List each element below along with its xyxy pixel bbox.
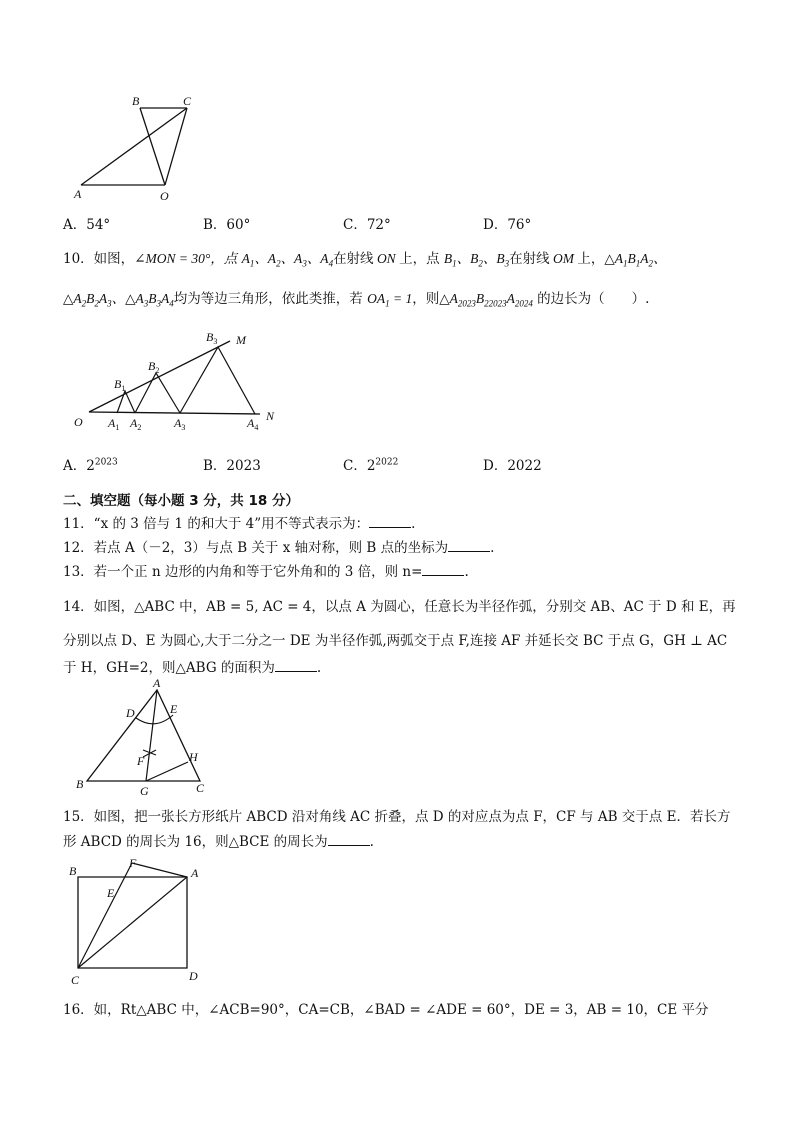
q15-label-e: E: [107, 886, 115, 900]
q9-segment-co: [165, 108, 187, 185]
q9-option-a[interactable]: A．54°: [63, 217, 111, 233]
q10-triangles-2-3: $\triangle A_2B_2A_3$、$\triangle A_3B_3A_4$: [63, 291, 174, 309]
q10-label-a4: $A_4$: [247, 416, 259, 432]
q15-line1: 15．如图，把一张长方形纸片 ABCD 沿对角线 AC 折叠，点 D 的对应点为点 F，CF 与 AB 交于点 E．若长方: [63, 809, 731, 825]
q15-figure: [65, 855, 215, 990]
q15-segment-cf: [78, 863, 132, 968]
q14-end: .: [316, 660, 322, 676]
q10-label-a3: $A_3$: [174, 416, 186, 432]
q10-label-b1: $B_1$: [114, 377, 126, 393]
q10-label-a2: $A_2$: [130, 416, 142, 432]
q10-option-d[interactable]: D．2022: [483, 458, 542, 474]
q11-end: .: [411, 516, 416, 532]
q10-option-b[interactable]: B．2023: [203, 458, 261, 474]
q12-end: .: [490, 540, 495, 556]
q10-line1-b: 在射线: [333, 251, 374, 267]
q14-segment-gh: [146, 762, 188, 781]
q14-label-c: C: [196, 781, 205, 795]
q9-figure: [70, 90, 200, 202]
q10-line1-num: 10．如图，: [63, 251, 135, 267]
q10-label-b3: $B_3$: [206, 330, 218, 346]
q16-line1: 16．如，Rt△ABC 中，∠ACB=90°，CA=CB，∠BAD = ∠ADE = 60°，DE = 3，AB = 10，CE 平分: [63, 1002, 709, 1018]
q10-ray-om: OM: [549, 251, 578, 266]
q11-line: [63, 515, 415, 533]
q14-line2: 分别以点 D、E 为圆心,大于二分之一 DE 为半径作弧,两弧交于点 F,连接 AF 并延长交 BC 于点 G，GH ⊥ AC: [63, 633, 728, 649]
q9-option-c[interactable]: C．72°: [343, 217, 391, 233]
q10-ray-on: ON: [373, 251, 400, 266]
q9-label-a: A: [74, 187, 82, 201]
q15-label-a: A: [191, 866, 199, 880]
q9-label-c: C: [183, 94, 192, 108]
q15-segment-fa: [132, 863, 187, 877]
q10-label-a1: $A_1$: [108, 416, 120, 432]
q10-option-a[interactable]: A．$2^{2023}$: [63, 457, 118, 474]
q10-label-o: O: [74, 415, 83, 429]
q14-answer-blank[interactable]: [275, 659, 317, 672]
q10-points-a: $A_1$、$A_2$、$A_3$、$A_4$: [241, 251, 334, 269]
q9-option-d[interactable]: D．76°: [483, 217, 532, 233]
q10-label-n: N: [266, 409, 275, 423]
q9-label-o: O: [160, 189, 169, 202]
q10-line2-c: 的边长为（ ）.: [537, 291, 650, 307]
q10-label-b2: $B_2$: [148, 359, 160, 375]
q10-line2: [63, 290, 649, 308]
q14-label-d: D: [126, 706, 135, 720]
q10-triangle-1: $\triangle A_1B_1A_2$、: [604, 251, 667, 269]
q10-triangle-a1b1a2: [117, 391, 135, 413]
q10-line1-e: 上，: [577, 251, 605, 267]
q15-label-f: F: [129, 856, 137, 870]
q11-answer-blank[interactable]: [369, 515, 411, 528]
q14-arc-de: [136, 715, 173, 724]
q10-ray-on-line: [89, 412, 260, 414]
q13-answer-blank[interactable]: [422, 563, 464, 576]
q10-points-b: $B_1$、$B_2$、$B_3$: [443, 251, 510, 269]
q14-line1: 14．如图，△ABC 中，AB = 5, AC = 4，以点 A 为圆心，任意长为半径作弧，分别交 AB、AC 于 D 和 E，再: [63, 599, 736, 615]
q15-label-d: D: [189, 969, 198, 983]
q9-segment-ac: [81, 108, 187, 185]
q13-line: [63, 563, 469, 581]
q10-line1-c: 上，点: [399, 251, 440, 267]
q14-line3-text: 于 H，GH=2，则△ABG 的面积为: [63, 660, 275, 676]
q12-line: [63, 539, 494, 557]
q15-end: .: [369, 834, 374, 850]
q15-diagonal-ac: [78, 877, 187, 968]
q14-label-e: E: [170, 702, 178, 716]
q14-label-g: G: [140, 784, 149, 798]
q15-line2-text: 形 ABCD 的周长为 16，则△BCE 的周长为: [63, 834, 328, 850]
q10-oa1: $OA_1 = 1$: [367, 291, 413, 309]
q10-line1: [63, 250, 667, 268]
q14-segment-ag: [146, 690, 157, 781]
q15-line2: [63, 833, 374, 851]
q12-answer-blank[interactable]: [448, 539, 490, 552]
q10-line1-d: 在射线: [509, 251, 550, 267]
q14-label-a: A: [153, 676, 161, 690]
q9-segment-bo: [140, 108, 165, 185]
q14-label-f: F: [137, 754, 145, 768]
q12-text: 12．若点 A（－2，3）与点 B 关于 x 轴对称，则 B 点的坐标为: [63, 540, 449, 556]
q10-target-triangle: $\triangle A_{2023}B_{22023}A_{2024}$: [439, 291, 533, 309]
q13-end: .: [464, 564, 469, 580]
q11-text: 11．“x 的 3 倍与 1 的和大于 4”用不等式表示为：: [63, 516, 370, 532]
section-title-fill-in: 二、填空题（每小题 3 分，共 18 分）: [63, 493, 299, 509]
q10-line2-a: 均为等边三角形，依此类推，若: [173, 291, 363, 307]
q10-line1-a: ∠MON = 30°，点: [134, 251, 238, 266]
q14-label-b: B: [76, 777, 84, 791]
q15-answer-blank[interactable]: [328, 833, 370, 846]
q10-triangle-a3b3a4: [180, 347, 255, 414]
q15-label-b: B: [69, 864, 77, 878]
q10-ray-om-line: [89, 341, 230, 412]
q9-label-b: B: [132, 94, 140, 108]
q9-option-b[interactable]: B．60°: [203, 217, 251, 233]
q10-label-m: M: [236, 333, 246, 347]
q10-option-c[interactable]: C．$2^{2022}$: [343, 457, 399, 474]
q14-label-h: H: [189, 750, 198, 764]
q10-triangle-a2b2a3: [135, 373, 180, 413]
q15-label-c: C: [71, 973, 80, 987]
q14-figure: [70, 675, 220, 800]
q13-text: 13．若一个正 n 边形的内角和等于它外角和的 3 倍，则 n=: [63, 564, 423, 580]
q10-figure: [70, 325, 290, 440]
q10-line2-b: ，则: [412, 291, 440, 307]
